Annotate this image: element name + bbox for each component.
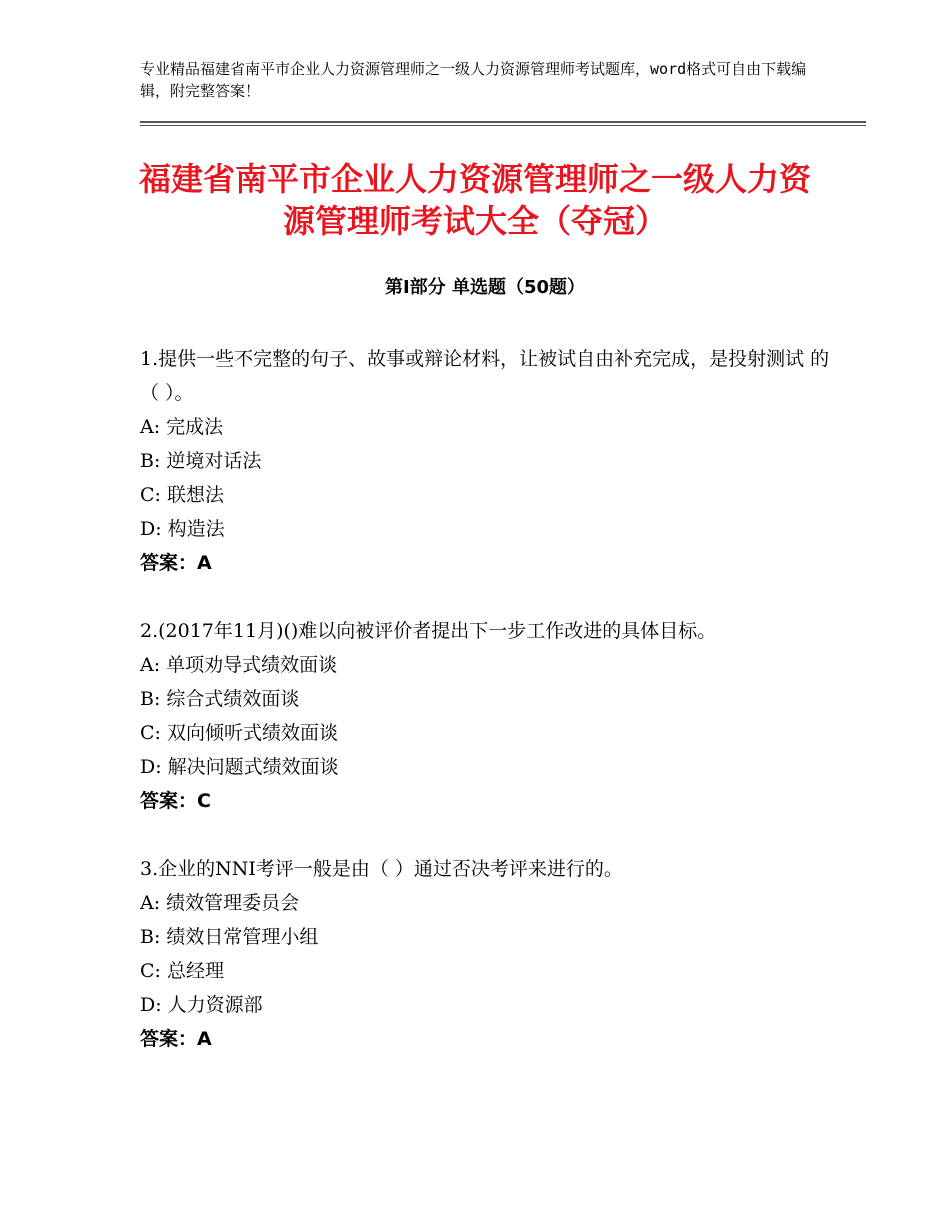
question-list	[140, 342, 830, 1090]
option-d: D: 解决问题式绩效面谈	[140, 756, 339, 778]
option-b: B: 综合式绩效面谈	[140, 688, 300, 710]
option-b: B: 逆境对话法	[140, 450, 262, 472]
option-c: C: 双向倾听式绩效面谈	[140, 722, 338, 744]
option-b: B: 绩效日常管理小组	[140, 926, 319, 948]
question-stem: 1.提供一些不完整的句子、故事或辩论材料，让被试自由补充完成，是投射测试 的（ ）。	[140, 348, 830, 404]
section-title: 第Ⅰ部分 单选题（50题）	[384, 277, 585, 298]
header-note: 专业精品福建省南平市企业人力资源管理师之一级人力资源管理师考试题库，word格式可自由下载编辑，附完整答案！	[140, 60, 807, 100]
question-3	[140, 852, 830, 1056]
question-2	[140, 614, 830, 818]
header-divider	[140, 121, 866, 126]
option-a: A: 绩效管理委员会	[140, 892, 300, 914]
option-d: D: 人力资源部	[140, 994, 263, 1016]
option-a: A: 单项劝导式绩效面谈	[140, 654, 338, 676]
option-a: A: 完成法	[140, 416, 224, 438]
question-stem: 2.(2017年11月)()难以向被评价者提出下一步工作改进的具体目标。	[140, 620, 717, 642]
option-c: C: 总经理	[140, 960, 224, 982]
question-1	[140, 342, 830, 580]
answer: 答案：C	[140, 790, 211, 812]
option-d: D: 构造法	[140, 518, 225, 540]
question-stem: 3.企业的NNI考评一般是由（ ）通过否决考评来进行的。	[140, 858, 623, 880]
answer: 答案：A	[140, 1028, 212, 1050]
answer: 答案：A	[140, 552, 212, 574]
document-title: 福建省南平市企业人力资源管理师之一级人力资源管理师考试大全（夺冠）	[138, 160, 811, 240]
option-c: C: 联想法	[140, 484, 224, 506]
